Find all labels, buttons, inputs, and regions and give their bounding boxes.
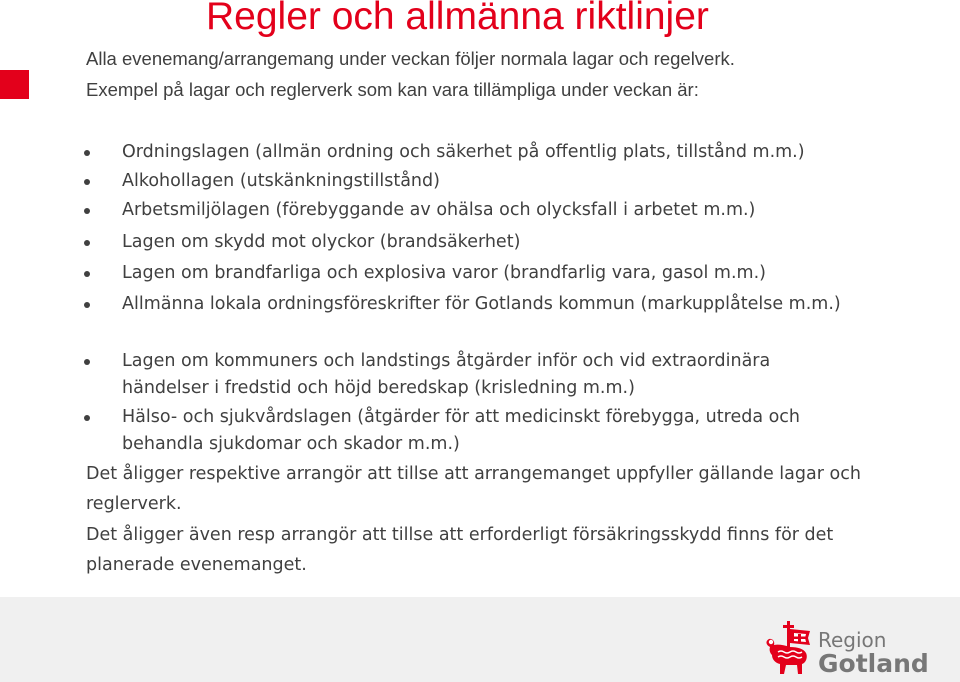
list-item-text: Allmänna lokala ordningsföreskrifter för Gotlands kommun (markupplåtelse m.m.) [122, 294, 841, 314]
bullet-icon [84, 208, 90, 214]
list-item-text: Lagen om brandfarliga och explosiva varor (brandfarlig vara, gasol m.m.) [122, 263, 766, 283]
list-item-text: Arbetsmiljölagen (förebyggande av ohälsa och olycksfall i arbetet m.m.) [122, 200, 756, 220]
list-item [122, 197, 882, 224]
list-item [122, 260, 882, 287]
gotland-ram-icon [764, 619, 814, 677]
list-item-text: Hälso- och sjukvårdslagen (åtgärder för att medicinskt förebygga, utreda och behandla sjukdomar och skador m.m.) [122, 407, 801, 454]
logo-line-region: Region [818, 628, 887, 652]
list-item [122, 404, 862, 458]
list-item [122, 348, 822, 402]
bullet-icon [84, 271, 90, 277]
list-item-text: Alkohollagen (utskänkningstillstånd) [122, 171, 440, 191]
footer-band [0, 597, 960, 682]
bullet-icon [84, 302, 90, 308]
list-item-text: Lagen om skydd mot olyckor (brandsäkerhet) [122, 232, 521, 252]
intro-line-2: Exempel på lagar och reglerverk som kan vara tillämpliga under veckan är: [86, 79, 699, 100]
list-item [122, 168, 882, 195]
paragraph-insurance: Det åligger även resp arrangör att tillse att erforderligt försäkringsskydd finns för det planerade evenemanget. [86, 525, 834, 575]
bullet-icon [84, 415, 90, 421]
red-side-marker [0, 70, 29, 99]
intro-line-1: Alla evenemang/arrangemang under veckan följer normala lagar och regelverk. [86, 48, 735, 69]
list-item-text: Lagen om kommuners och landstings åtgärder inför och vid extraordinära händelser i fredstid och höjd beredskap (krisledning m.m.) [122, 351, 771, 398]
bullet-icon [84, 150, 90, 156]
bullet-icon [84, 179, 90, 185]
bullet-icon [84, 359, 90, 365]
list-item [122, 291, 842, 318]
region-gotland-logo [818, 629, 929, 677]
list-item [122, 229, 882, 256]
list-item [122, 139, 882, 166]
list-item-text: Ordningslagen (allmän ordning och säkerhet på offentlig plats, tillstånd m.m.) [122, 142, 805, 162]
intro-text [86, 43, 946, 105]
page-title: Regler och allmänna riktlinjer [206, 0, 709, 38]
paragraph-arrangor-laws: Det åligger respektive arrangör att tillse att arrangemanget uppfyller gällande lagar och reglerverk. [86, 464, 861, 514]
bullet-icon [84, 240, 90, 246]
logo-line-gotland: Gotland [818, 649, 929, 678]
